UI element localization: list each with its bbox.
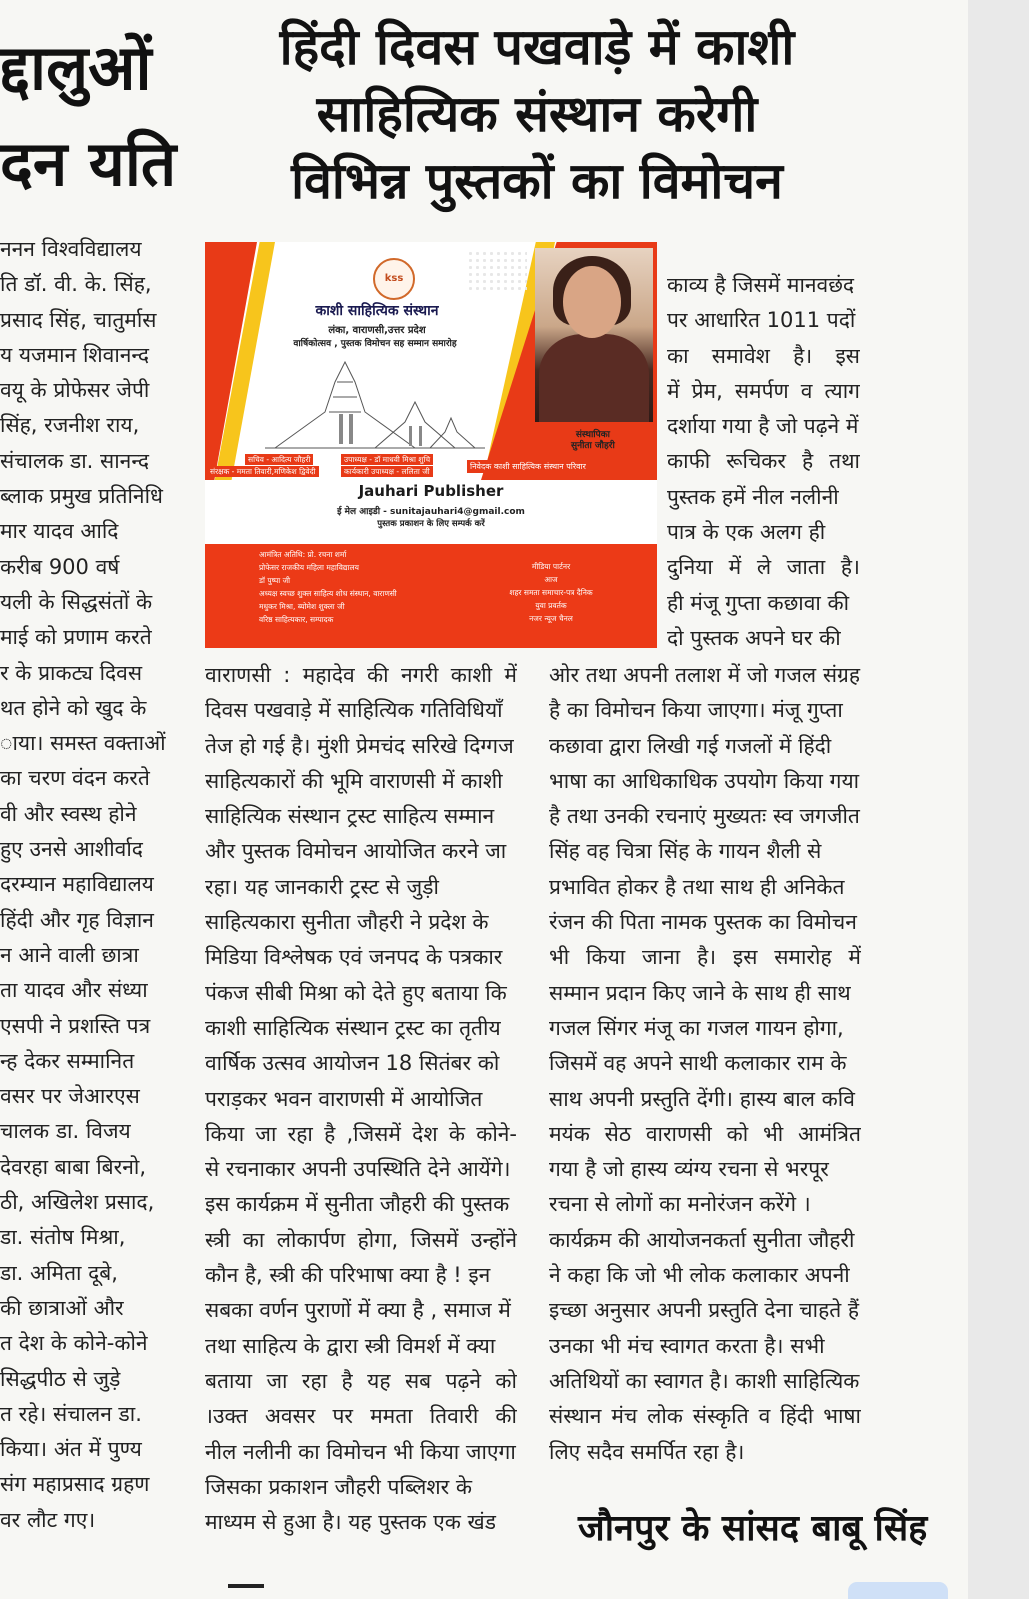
article-line: का समावेश है। इस [667,343,860,368]
article-line: साहित्यिक संस्थान ट्रस्ट साहित्य सम्मान [205,804,495,829]
article-line: अतिथियों का स्वागत है। काशी साहित्यिक [549,1368,860,1393]
article-line: पंकज सीबी मिश्रा को देते हुए बताया कि [205,980,507,1005]
left-headline-line: दन यति [0,127,177,200]
article-line: माई को प्रणाम करते [0,625,152,650]
article-line: त देश के कोने-कोने [0,1331,148,1356]
article-line: वयू के प्रोफेसर जेपी [0,378,150,403]
article-line: स्त्री का लोकार्पण होगा, जिसमें उन्होंने [205,1227,517,1252]
article-line: दो पुस्तक अपने घर की [667,625,841,650]
banner-media-partners [481,560,621,625]
article-line: न आने वाली छात्रा [0,942,139,967]
article-line: दर्शाया गया है जो पढ़ने में [667,414,859,439]
guest-line: आमंत्रित अतिथि: प्रो. रचना शर्मा [259,550,347,559]
article-line: य यजमान शिवानन्द [0,342,150,367]
article-line: जिसमें वह अपने साथी कलाकार राम के [549,1051,847,1076]
article-line: का चरण वंदन करते [0,766,150,791]
media-partner-line: मीडिया पार्टनर [531,562,571,571]
next-story-headline: जौनपुर के सांसद बाबू सिंह [578,1508,928,1549]
founder-photo [535,248,653,422]
article-line: साहित्यकारा सुनीता जौहरी ने प्रदेश के [205,910,489,935]
article-line: हुए उनसे आशीर्वाद [0,837,143,862]
article-line: ठी, अखिलेश प्रसाद, [0,1190,155,1215]
article-line: काफी रूचिकर है तथा [667,449,860,474]
article-line: पुस्तक हमें नील नलीनी [667,484,839,509]
article-line: इस कार्यक्रम में सुनीता जौहरी की पुस्तक [205,1192,510,1217]
article-line: एसपी ने प्रशस्ति पत्र [0,1013,151,1038]
article-line: रंजन की पिता नामक पुस्तक का विमोचन [549,910,857,935]
article-line: ब्लाक प्रमुख प्रतिनिधि [0,484,163,509]
article-line: मयंक सेठ वाराणसी को भी आमंत्रित [549,1121,861,1146]
article-line: किया जा रहा है ,जिसमें देश के कोने- [205,1121,517,1146]
article-line: कछावा द्वारा लिखी गई गजलों में हिंदी [549,733,832,758]
article-line: ननन विश्वविद्यालय [0,237,142,261]
article-line: तथा साहित्य के द्वारा स्त्री विमर्श में क्या [205,1333,496,1358]
article-line: साहित्यकारों की भूमि वाराणसी में काशी [205,768,503,793]
middle-article-column [205,658,517,1540]
article-line: दिवस पखवाड़े में साहित्यिक गतिविधियाँ [205,698,503,723]
article-line: ाया। समस्त वक्ताओं [0,731,166,756]
media-partner-line: शहर समता समाचार-पत्र दैनिक [509,588,593,597]
guest-line: वरिष्ठ साहित्यकार, सम्पादक [259,615,334,624]
article-line: सम्मान प्रदान किए जाने के साथ ही साथ [549,980,851,1005]
banner-dot-pattern [467,250,527,290]
article-line: सबका वर्णन पुराणों में क्या है , समाज में [205,1298,511,1323]
article-line: चालक डा. विजय [0,1119,131,1144]
bottom-overlay [848,1582,948,1599]
article-line: संस्थान मंच लोक संस्कृति व हिंदी भाषा [549,1404,861,1429]
guest-line: मधुकर मिश्रा, ब्योमेश शुक्ला जी [259,602,345,611]
article-line: प्रभावित होकर है तथा साथ ही अनिकेत [549,874,845,899]
media-partner-line: आज [544,575,558,584]
article-line: नील नलीनी का विमोचन भी किया जाएगा [205,1439,516,1464]
banner-exec-vp-label: कार्यकारी उपाध्यक्ष - ललिता जी [341,466,433,477]
banner-secretary-label: सचिव - आदित्य जौहरी [245,454,313,465]
article-line: मार यादव आदि [0,519,119,544]
publisher-contact-note: पुस्तक प्रकाशन के लिए सम्पर्क करें [377,519,485,529]
article-line: कार्यक्रम की आयोजनकर्ता सुनीता जौहरी [549,1227,855,1252]
article-line: वार्षिक उत्सव आयोजन 18 सितंबर को [205,1051,500,1076]
article-line: डा. संतोष मिश्रा, [0,1225,126,1250]
article-line: लिए सदैव समर्पित रहा है। [549,1439,745,1464]
article-line: सिद्धपीठ से जुड़े [0,1366,121,1391]
article-line: देवरहा बाबा बिरनो, [0,1154,147,1179]
article-line: प्रसाद सिंह, चातुर्मास [0,307,157,332]
article-line: मिडिया विश्लेषक एवं जनपद के पत्रकार [205,945,503,970]
banner-title: काशी साहित्यिक संस्थान [315,303,439,319]
article-line: पर आधारित 1011 पदों [667,308,856,333]
guest-line: प्रोफेसर राजकीय महिला महाविद्यालय [259,563,359,572]
article-line: ने कहा कि जो भी लोक कलाकार अपनी [549,1263,850,1288]
article-line: संग महाप्रसाद ग्रहण [0,1472,150,1497]
article-line: कौन है, स्त्री की परिभाषा क्या है ! इन [205,1263,491,1288]
kss-logo: kss [373,258,415,300]
article-line: न्ह देकर सम्मानित [0,1048,135,1073]
banner-guests-list [259,548,459,626]
screenshot-gutter [968,0,1029,1599]
top-right-article-column [667,268,860,656]
article-line: रहा। यह जानकारी ट्रस्ट से जुड़ी [205,874,439,899]
banner-event-name: वार्षिकोत्सव , पुस्तक विमोचन सह सम्मान समारोह [293,339,457,349]
media-partner-line: नजर न्यूज चैनल [529,614,573,623]
article-line: भाषा का आधिकाधिक उपयोग किया गया [549,768,860,793]
article-line: गजल सिंगर मंजू का गजल गायन होगा, [549,1015,844,1040]
article-line: वी और स्वस्थ होने [0,801,137,826]
article-line: हिंदी और गृह विज्ञान [0,907,154,932]
article-line: गया है जो हास्य व्यंग्य रचना से भरपूर [549,1157,829,1182]
article-line: ही मंजू गुप्ता कछावा की [667,590,850,615]
article-line: वाराणसी : महादेव की नगरी काशी में [205,663,517,687]
article-line: भी किया जाना है। इस समारोह में [549,945,861,970]
article-line: की छात्राओं और [0,1295,124,1320]
left-article-column [0,232,172,1538]
nivedak-caption: निवेदक काशी साहित्यिक संस्थान परिवार [467,460,589,473]
event-banner-image [205,242,657,648]
article-line: काशी साहित्यिक संस्थान ट्रस्ट का तृतीय [205,1015,501,1040]
article-line: से रचनाकार अपनी उपस्थिति देने आयेंगे। [205,1157,511,1182]
article-line: सिंह, रजनीश राय, [0,413,140,438]
article-line: ओर तथा अपनी तलाश में जो गजल संग्रह [549,663,861,687]
article-line: रचना से लोगों का मनोरंजन करेंगे । [549,1192,811,1217]
article-line: पात्र के एक अलग ही [667,520,826,545]
article-line: और पुस्तक विमोचन आयोजित करने जा [205,839,507,864]
article-line: साथ अपनी प्रस्तुति देंगी। हास्य बाल कवि [549,1086,855,1111]
temple-sketch-icon [265,352,485,450]
banner-vice-president-label: उपाध्यक्ष - डॉ माधवी मिश्रा शुचि [341,454,433,465]
publisher-name: Jauhari Publisher [358,482,504,500]
left-headline-line: द्दालुओं [0,31,152,104]
founder-caption: संस्थापिका सुनीता जौहरी [571,430,615,451]
headline-line: हिंदी दिवस पखवाड़े में काशी [279,18,795,76]
article-line: माध्यम से हुआ है। यह पुस्तक एक खंड [205,1510,496,1535]
article-line: दुनिया में ले जाता है। [667,555,860,580]
left-cut-headline [0,20,180,212]
article-line: इच्छा अनुसार अपनी प्रस्तुति देना चाहते हैं [549,1298,860,1323]
article-line: जिसका प्रकाशन जौहरी पब्लिशर के [205,1474,473,1499]
main-headline [212,14,862,215]
guest-line: अध्यक्ष स्वच्छ शुक्ल साहित्य शोध संस्थान, वाराणसी [259,589,397,598]
article-line: डा. अमिता दूबे, [0,1260,118,1285]
right-article-column [549,658,861,1470]
bottom-rule [228,1584,264,1588]
media-partner-line: युवा प्रवर्तक [535,601,567,610]
article-line: है तथा उनकी रचनाएं मुख्यतः स्व जगजीत [549,804,860,829]
article-line: र के प्राकट्य दिवस [0,660,143,685]
article-line: यली के सिद्धसंतों के [0,589,153,614]
article-line: संचालक डा. सानन्द [0,448,149,473]
article-line: थत होने को खुद के [0,695,147,720]
article-line: में प्रेम, समर्पण व त्याग [667,378,860,403]
article-line: वर लौट गए। [0,1507,96,1532]
banner-top [205,242,657,480]
article-line: किया। अंत में पुण्य [0,1437,142,1462]
article-line: ।उक्त अवसर पर ममता तिवारी की [205,1404,517,1429]
article-line: दरम्यान महाविद्यालय [0,872,154,897]
headline-line: साहित्यिक संस्थान करेगी [316,85,758,143]
article-line: है का विमोचन किया जाएगा। मंजू गुप्ता [549,698,843,723]
guest-line: डॉ पुष्पा जी [259,576,291,585]
banner-location: लंका, वाराणसी,उत्तर प्रदेश [328,325,426,336]
article-line: करीब 900 वर्ष [0,554,120,579]
article-line: ता यादव और संध्या [0,978,148,1003]
publisher-email: ई मेल आइडी - sunitajauhari4@gmail.com [337,507,525,517]
article-line: ति डॉ. वी. के. सिंह, [0,272,152,297]
article-line: त रहे। संचालन डा. [0,1401,142,1426]
article-line: तेज हो गई है। मुंशी प्रेमचंद सरिखे दिग्गज [205,733,514,758]
headline-line: विभिन्न पुस्तकों का विमोचन [291,152,783,210]
article-line: सिंह वह चित्रा सिंह के गायन शैली से [549,839,822,864]
article-line: वसर पर जेआरएस [0,1084,140,1109]
article-line: काव्य है जिसमें मानवछंद [667,273,855,297]
article-line: उनका भी मंच स्वागत करता है। सभी [549,1333,825,1358]
article-line: पराड़कर भवन वाराणसी में आयोजित [205,1086,483,1111]
article-line: बताया जा रहा है यह सब पढ़ने को [205,1368,517,1393]
banner-patron-label: संरक्षक - ममता तिवारी,मणिकेश द्विवेदी [207,466,319,477]
